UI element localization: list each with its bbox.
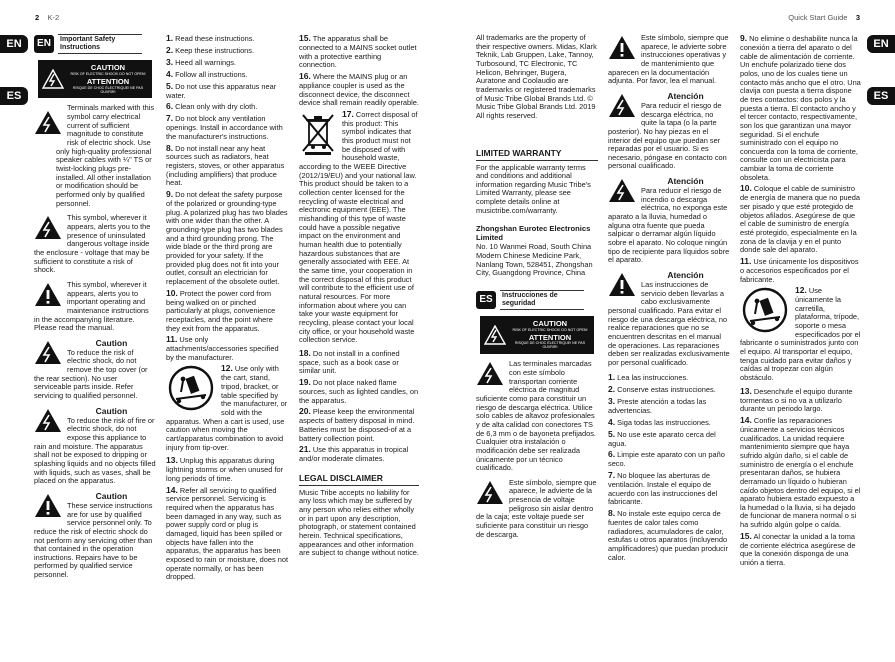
caution3-block	[34, 492, 156, 582]
exclamation-warning-icon	[608, 35, 636, 63]
caution1-text: To reduce the risk of electric shock, do not remove the top cover (or the rear section). No user serviceable parts inside. Refer servicing to qualified personnel.	[34, 347, 148, 401]
instruction-number: 14.	[166, 484, 178, 495]
instruction-number: 20.	[299, 406, 311, 417]
right-title: Quick Start Guide	[788, 13, 848, 22]
es-symbol1-block	[476, 479, 598, 542]
instruction-text: Follow all instructions.	[175, 69, 248, 79]
es-item12-text: Use únicamente la carretilla, plataforma, trípode, soporte o mesa especificados por el fabricante o suministrados junto con el equipo. Al transportar el equipo, tenga cuidado para evitar daños y caídas al tropezar con algún obstáculo.	[740, 286, 861, 383]
atencion3-text: Las instrucciones de servicio deben llevarlas a cabo exclusivamente personal cualificado. Para evitar el riesgo de una descarga eléctrica, no realice reparaciones que no se encuentren descritas en el manual de operaciones. Las reparaciones deben ser realizadas exclusivamente por personal cualificado.	[608, 279, 730, 367]
terminals-block	[34, 104, 156, 210]
caution-line1: CAUTION	[532, 318, 568, 328]
instruction-number: 16.	[299, 70, 311, 81]
en-instructions-list-b	[166, 456, 288, 582]
left-page-number: 2	[35, 13, 40, 22]
right-page-number: 3	[855, 13, 860, 22]
lightning-warning-icon	[608, 178, 636, 206]
terminal-warning-icon	[34, 110, 62, 138]
instruction-item	[740, 257, 862, 284]
company-address	[476, 225, 598, 277]
instruction-number: 6.	[608, 449, 616, 460]
legal-disclaimer-text: Music Tribe accepts no liability for any loss which may be suffered by any person who relies either wholly or in part upon any description, photograph, or statement contained herein. Technical specifications, appearances and other information are subject to change without notice.	[299, 487, 419, 558]
en-instructions-list-a	[166, 34, 288, 362]
instruction-number: 4.	[608, 416, 616, 427]
symbol1-text: This symbol, wherever it appears, alerts you to the presence of uninsulated dangerous voltage inside the enclosure - voltage that may be sufficient to constitute a risk of shock.	[34, 213, 151, 275]
limited-warranty-title: LIMITED WARRANTY	[476, 149, 598, 161]
company-name: Zhongshan Eurotec Electronics Limited	[476, 224, 591, 243]
instruction-text: Do not use this apparatus near water.	[166, 81, 277, 100]
instruction-item	[608, 397, 730, 416]
instruction-number: 9.	[740, 33, 748, 43]
caution1-title: Caution	[95, 337, 128, 348]
item12-number: 12.	[221, 363, 233, 374]
cart-tipover-icon	[740, 287, 790, 336]
instruction-item	[299, 349, 419, 376]
instruction-item	[299, 72, 419, 108]
exclamation-warning-icon	[34, 493, 62, 521]
instruction-item	[608, 385, 730, 395]
left-model: K-2	[47, 13, 60, 22]
instruction-item	[299, 378, 419, 405]
instruction-text: Siga todas las instrucciones.	[617, 417, 711, 427]
lang-tab-en-left[interactable]: EN	[0, 35, 28, 53]
exclamation-warning-icon	[608, 272, 636, 300]
instruction-item	[166, 46, 288, 56]
item12-block	[166, 364, 288, 452]
es-item12-block	[740, 286, 862, 383]
lightning-warning-icon	[34, 408, 62, 436]
instruction-item	[166, 486, 288, 583]
item17-text: Correct disposal of this product: This symbol indicates that this product must not be disposed of with household waste, according to the WEEE Directive (2012/19/EU) and your national law. This product should be taken to a collection center licensed for the recycling of waste electrical and electronic equipment (EEE). The mishandling of this type of waste could have a possible negative impact on the environment and human health due to potentially hazardous substances that are generally associated with EEE. At the same time, your cooperation in the correct disposal of this product will contribute to the efficient use of natural resources. For more information about where you can take your waste equipment for recycling, please contact your local city office, or your household waste collection service.	[299, 109, 418, 345]
instruction-number: 2.	[608, 384, 616, 395]
instruction-item	[299, 445, 419, 464]
terminal-warning-icon	[476, 361, 504, 389]
instruction-text: Confíe las reparaciones únicamente a servicios técnicos cualificados. La unidad requiere mantenimiento siempre que haya sufrido algún daño, si el cable de suministro de energía o el enchufe presentaran daños, se hubiera derramado un líquido o hubieran caído objetos dentro del equipo, si el aparato hubiera estado expuesto a la humedad o la lluvia, si ha dejado de funcionar de manera normal o si ha sufrido algún golpe o caída.	[740, 415, 861, 530]
es-terminals-text: Las terminales marcadas con este símbolo transportan corriente eléctrica de magnitud suficiente como para constituir un riesgo de descarga eléctrica. Utilice solo cables de altavoz profesionales y de alta calidad con conectores TS de 6,3 mm o de bayoneta prefijados. Cualquier otra instalación o modificación debe ser realizada únicamente por un técnico cualificado.	[476, 359, 596, 473]
instruction-text: Do not block any ventilation openings. Install in accordance with the manufacturer's instructions.	[166, 114, 283, 141]
es-symbol2-block	[608, 34, 730, 88]
instruction-text: Do not install in a confined space, such as a book case or similar unit.	[299, 348, 400, 376]
instruction-item	[166, 58, 288, 68]
instruction-text: Desenchufe el equipo durante tormentas o si no va a utilizarlo durante un periodo largo.	[740, 386, 853, 414]
es-terminals-block	[476, 360, 598, 475]
instruction-item	[299, 407, 419, 443]
instruction-item	[166, 144, 288, 189]
instruction-item	[166, 114, 288, 141]
caution-line2: RISK OF ELECTRIC SHOCK! DO NOT OPEN!	[70, 71, 146, 76]
caution-line2: RISK OF ELECTRIC SHOCK! DO NOT OPEN!	[512, 327, 588, 332]
instruction-text: No bloquee las aberturas de ventilación. Instale el equipo de acuerdo con las instrucciones del fabricante.	[608, 471, 718, 507]
instruction-text: Conserve estas instrucciones.	[617, 385, 716, 395]
instruction-number: 15.	[740, 530, 752, 541]
en-instructions-list-d	[299, 349, 419, 464]
instruction-item	[740, 532, 862, 568]
instruction-item	[299, 34, 419, 70]
instruction-number: 13.	[166, 455, 178, 466]
instruction-number: 11.	[740, 255, 752, 266]
caution-line4: RISQUE DE CHOC ÉLECTRIQUE! NE PAS OUVRIR!	[514, 341, 586, 350]
instruction-text: Heed all warnings.	[175, 57, 236, 67]
instruction-item	[608, 471, 730, 507]
atencion1-title: Atención	[667, 90, 704, 101]
weee-bin-icon	[299, 111, 337, 158]
lightning-triangle-icon	[484, 325, 506, 345]
instruction-number: 6.	[166, 101, 174, 112]
atencion2-title: Atención	[667, 176, 704, 187]
caution-line4: RISQUE DE CHOC ÉLECTRIQUE! NE PAS OUVRIR!	[72, 85, 144, 94]
symbol1-block	[34, 214, 156, 277]
atencion2-block	[608, 177, 730, 267]
lang-tab-es-left[interactable]: ES	[0, 87, 28, 105]
instruction-number: 21.	[299, 444, 311, 455]
instruction-item	[740, 387, 862, 414]
atencion1-text: Para reducir el riesgo de descarga eléctrica, no quite la tapa (o la parte posterior). No hay piezas en el interior del equipo que puedan ser reparadas por el usuario. Si es necesario, póngase en contacto con personal cualificado.	[608, 100, 727, 171]
instruction-text: No use este aparato cerca del agua.	[608, 429, 716, 448]
column-6	[740, 34, 862, 570]
column-5	[608, 34, 730, 564]
atencion2-text: Para reducir el riesgo de incendio o descarga eléctrica, no exponga este aparato a la lluvia, humedad o alguna otra fuente que pueda salpicar o derramar algún líquido sobre el aparato. No coloque ningún tipo de recipiente para líquidos sobre el aparato.	[608, 186, 730, 265]
instruction-text: Use this apparatus in tropical and/or moderate climates.	[299, 445, 409, 464]
es-item12-number: 12.	[795, 285, 807, 296]
legal-disclaimer-title: LEGAL DISCLAIMER	[299, 474, 419, 486]
lightning-warning-icon	[34, 340, 62, 368]
instruction-number: 5.	[166, 80, 174, 91]
instruction-item	[166, 82, 288, 101]
instruction-text: Lea las instrucciones.	[617, 373, 689, 383]
caution-line3: ATTENTION	[86, 76, 130, 86]
cart-tipover-icon	[166, 365, 216, 414]
atencion1-block	[608, 92, 730, 173]
instruction-text: Clean only with dry cloth.	[175, 102, 258, 112]
instruction-item	[166, 102, 288, 112]
instruction-text: Read these instructions.	[175, 34, 255, 43]
instruction-number: 1.	[608, 372, 616, 383]
instruction-item	[608, 373, 730, 383]
instruction-item	[608, 418, 730, 428]
caution-label-es	[480, 316, 594, 354]
instruction-text: Do not install near any heat sources such as radiators, heat registers, stoves, or other apparatus (including amplifiers) that produce heat.	[166, 143, 285, 188]
instruction-number: 1.	[166, 33, 174, 43]
instruction-text: Preste atención a todas las advertencias.	[608, 397, 707, 416]
es-section-header	[476, 290, 598, 310]
trademarks-text: All trademarks are the property of their respective owners. Midas, Klark Teknik, Lab Gruppen, Lake, Tannoy, Turbosound, TC Electronic, TC Helicon, Behringer, Bugera, Auratone and Coolaudio are trademarks or registered trademarks of Music Tribe Global Brands Ltd. © Music Tribe Global Brands Ltd. 2019 All rights reserved.	[476, 33, 597, 120]
es-instructions-list-b	[740, 34, 862, 284]
lightning-warning-icon	[608, 93, 636, 121]
lightning-triangle-icon	[42, 69, 64, 89]
instruction-number: 7.	[166, 113, 174, 124]
es-symbol1-text: Este símbolo, siempre que aparece, le advierte de la presencia de voltaje peligroso sin aislar dentro de la caja; este voltaje puede ser suficiente para constituir un riesgo de descarga.	[476, 477, 597, 539]
instruction-number: 14.	[740, 414, 752, 425]
caution-label-en	[38, 60, 152, 98]
lightning-warning-icon	[476, 480, 504, 508]
instruction-number: 13.	[740, 385, 752, 396]
caution-line3: ATTENTION	[528, 332, 572, 342]
instruction-text: Unplug this apparatus during lightning storms or when unused for long periods of time.	[166, 456, 284, 483]
column-2	[166, 34, 288, 584]
lang-tab-en-right[interactable]: EN	[867, 35, 895, 53]
page-header-right	[788, 14, 860, 23]
instruction-item	[166, 70, 288, 80]
instruction-number: 15.	[299, 33, 311, 43]
item17-number: 17.	[342, 108, 354, 119]
instruction-item	[166, 289, 288, 334]
instruction-text: Do not place naked flame sources, such as lighted candles, on the apparatus.	[299, 378, 419, 405]
limited-warranty-text: For the applicable warranty terms and conditions and additional information regarding Music Tribe's Limited Warranty, please see complete details online at musictribe.com/warranty.	[476, 162, 591, 215]
terminals-text: Terminals marked with this symbol carry electrical current of sufficient magnitude to constitute risk of electric shock. Use only high-quality professional speaker cables with ¼" TS or twist-locking plugs pre-installed. All other installation or modification should be performed only by qualified personnel.	[56, 103, 155, 208]
es-symbol2-text: Este símbolo, siempre que aparece, le advierte sobre instrucciones operativas y de mantenimiento que aparecen en la documentación adjunta. Por favor, lea el manual.	[608, 33, 729, 86]
instruction-item	[166, 456, 288, 483]
instruction-item	[740, 184, 862, 255]
instruction-number: 4.	[166, 68, 174, 79]
instruction-text: Protect the power cord from being walked on or pinched particularly at plugs, convenience receptacles, and the point where they exit from the apparatus.	[166, 288, 276, 333]
instruction-number: 18.	[299, 347, 311, 358]
instruction-text: Refer all servicing to qualified service personnel. Servicing is required when the apparatus has been damaged in any way, such as power supply cord or plug is damaged, liquid has been spilled or objects have fallen into the apparatus, the apparatus has been exposed to rain or moisture, does not operate normally, or has been dropped.	[166, 485, 289, 582]
caution2-block	[34, 407, 156, 488]
symbol2-block	[34, 281, 156, 335]
es-section-title: Instrucciones de seguridad	[500, 290, 584, 310]
company-address-text: No. 10 Wanmei Road, South China Modern Chinese Medicine Park, Nanlang Town, 528451, Zhongshan City, Guangdong Province, China	[476, 242, 593, 278]
es-badge: ES	[476, 291, 496, 309]
instruction-text: Limpie este aparato con un paño seco.	[608, 450, 725, 469]
instruction-text: The apparatus shall be connected to a MAINS socket outlet with a protective earthing connection.	[299, 34, 417, 70]
instruction-item	[608, 430, 730, 449]
caution-line1: CAUTION	[90, 63, 126, 73]
caution3-title: Caution	[95, 490, 128, 501]
column-3	[299, 34, 419, 560]
instruction-number: 19.	[299, 377, 311, 388]
instruction-number: 3.	[166, 56, 174, 67]
caution3-text: These service instructions are for use by qualified service personnel only. To reduce the risk of electric shock do not perform any servicing other than that contained in the operation instructions. Repairs have to be performed by qualified service personnel.	[34, 500, 153, 580]
en-badge: EN	[34, 35, 54, 53]
symbol2-text: This symbol, wherever it appears, alerts you to important operating and maintenance instructions in the accompanying literature. Please read the manual.	[34, 279, 149, 333]
item17-block	[299, 110, 419, 345]
exclamation-warning-icon	[34, 282, 62, 310]
instruction-item	[740, 416, 862, 530]
caution2-text: To reduce the risk of fire or electric shock, do not expose this appliance to rain and moisture. The apparatus shall not be exposed to dripping or splashing liquids and no objects filled with liquids, such as vases, shall be placed on the apparatus.	[34, 415, 156, 486]
atencion3-title: Atención	[667, 269, 704, 280]
instruction-text: Use only attachments/accessories specified by the manufacturer.	[166, 335, 279, 362]
instruction-number: 8.	[608, 507, 616, 518]
instruction-number: 10.	[166, 287, 178, 298]
instruction-text: Use únicamente los dispositivos o accesorios especificados por el fabricante.	[740, 256, 859, 284]
instruction-number: 8.	[166, 142, 174, 153]
instruction-number: 7.	[608, 470, 616, 481]
en-instructions-list-c	[299, 34, 419, 108]
instruction-text: Keep these instructions.	[175, 45, 255, 55]
instruction-number: 2.	[166, 44, 174, 55]
caution1-block	[34, 339, 156, 403]
instruction-item	[166, 34, 288, 44]
instruction-item	[608, 450, 730, 469]
column-1	[34, 34, 156, 586]
lang-tab-es-right[interactable]: ES	[867, 87, 895, 105]
instruction-text: Al conectar la unidad a la toma de corriente eléctrica asegúrese de que la conexión disponga de una unión a tierra.	[740, 531, 856, 568]
atencion3-block	[608, 271, 730, 370]
instruction-number: 10.	[740, 183, 752, 194]
instruction-number: 9.	[166, 189, 174, 200]
instruction-text: Coloque el cable de suministro de energía de manera que no pueda ser pisado y que esté protegido de objetos afilados. Asegúrese de que el cable de suministro de energía esté protegido, especialmente en la zona de la clavija y en el punto donde sale del aparato.	[740, 184, 860, 255]
lightning-warning-icon	[34, 215, 62, 243]
caution2-title: Caution	[95, 405, 128, 416]
instruction-item	[740, 34, 862, 182]
instruction-number: 5.	[608, 428, 616, 439]
es-instructions-list-a	[608, 373, 730, 562]
instruction-text: No instale este equipo cerca de fuentes de calor tales como radiadores, acumuladores de calor, estufas u otros aparatos (incluyendo amplificadores) que puedan producir calor.	[608, 508, 728, 562]
instruction-number: 11.	[166, 334, 178, 345]
page-header-left	[35, 14, 59, 23]
item12-text: Use only with the cart, stand, tripod, bracket, or table specified by the manufacturer, or sold with the apparatus. When a cart is used, use caution when moving the cart/apparatus combination to avoid injury from tip-over.	[166, 364, 288, 452]
instruction-item	[608, 509, 730, 562]
es-instructions-list-c	[740, 387, 862, 568]
instruction-text: Please keep the environmental aspects of battery disposal in mind. Batteries must be disposed-of at a battery collection point.	[299, 407, 415, 443]
instruction-number: 3.	[608, 396, 616, 407]
en-section-header	[34, 34, 156, 54]
instruction-item	[166, 190, 288, 287]
instruction-item	[166, 335, 288, 362]
instruction-text: Where the MAINS plug or an appliance coupler is used as the disconnect device, the disconnect device shall remain readily operable.	[299, 71, 419, 108]
instruction-text: Do not defeat the safety purpose of the polarized or grounding-type plug. A polarized plug has two blades with one wider than the other. A grounding-type plug has two blades and a third grounding prong. The wide blade or the third prong are provided for your safety. If the provided plug does not fit into your outlet, consult an electrician for replacement of the obsolete outlet.	[166, 190, 288, 286]
en-section-title: Important Safety Instructions	[58, 34, 142, 54]
column-4	[476, 34, 598, 545]
instruction-text: No elimine o deshabilite nunca la conexión a tierra del aparato o del cable de alimentación de corriente. Un enchufe polarizado tiene dos polos, uno de los cuales tiene un contacto más ancho que el otro. Una clavija con puesta a tierra dispone de tres contactos: dos polos y la puesta a tierra. El contacto ancho y el tercer contacto, respectivamente, son los que garantizan una mayor seguridad. Si el enchufe suministrado con el equipo no concuerda con la toma de corriente, consulte con un electricista para cambiar la toma de corriente obsoleta.	[740, 34, 861, 182]
